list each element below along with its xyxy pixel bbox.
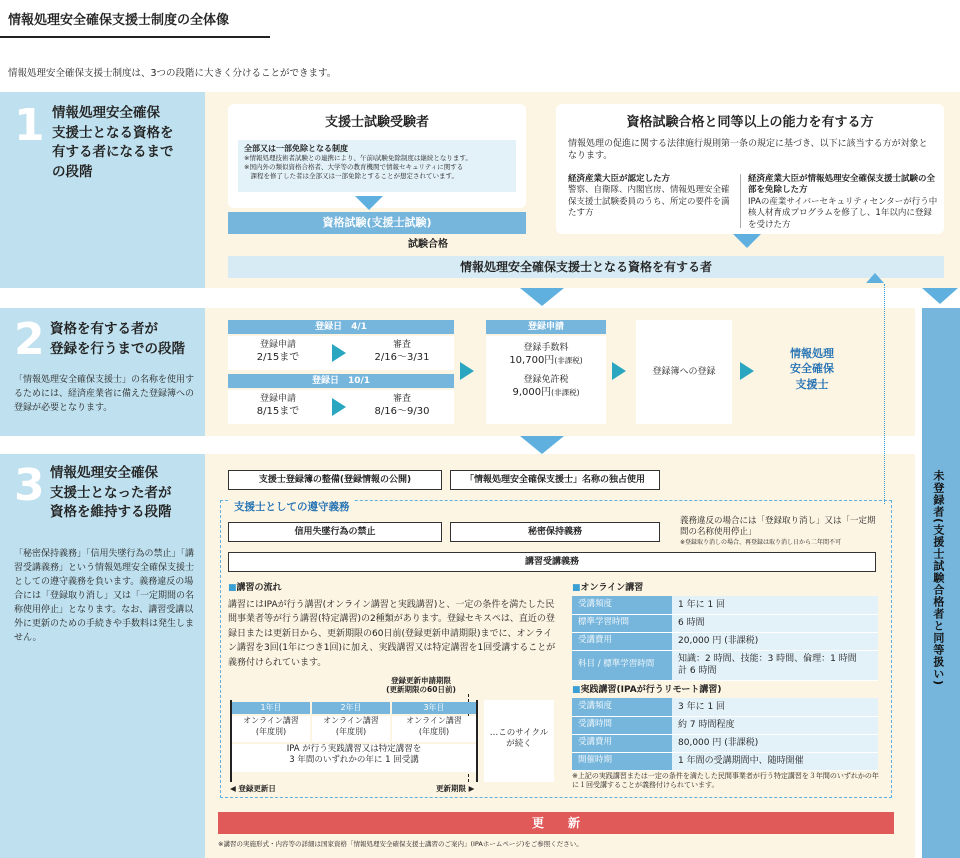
- exclusive-name-box: 「情報処理安全確保支援士」名称の独占使用: [450, 470, 660, 490]
- table-row: 科目 / 標準学習時間 知識：2 時間、技能：3 時間、倫理：1 時間 計 6 時間: [572, 650, 878, 680]
- year-1: 1年目: [232, 702, 310, 714]
- reg2-apply: 登録申請 8/15まで: [256, 394, 300, 418]
- fee-body: [486, 336, 606, 424]
- equivalent-card: [556, 104, 944, 234]
- reg1-review: 審査 2/16〜3/31: [374, 340, 430, 364]
- table-row: 受講頻度 3 年に 1 回: [572, 698, 878, 716]
- exempt-title: 全部又は一部免除となる制度: [244, 143, 348, 153]
- cycle-continue: …このサイクル が続く: [484, 700, 554, 782]
- reg1-body: [228, 336, 454, 370]
- tax-label: 登録免許税: [523, 374, 569, 385]
- practice-cycle: IPA が行う実践講習又は特定講習を 3 年間のいずれかの年に 1 回受講: [232, 744, 476, 772]
- fee-head: 登録申請: [486, 320, 606, 334]
- registered-specialist: 情報処理 安全確保 支援士: [790, 347, 834, 391]
- table-row: 受講費用 80,000 円 (非課税): [572, 734, 878, 752]
- practice-table: [572, 698, 878, 771]
- registry-box: 登録簿への登録: [636, 320, 732, 424]
- equivalent-right: [748, 174, 938, 231]
- arrow-right-icon: [332, 398, 346, 416]
- fee-label: 登録手数料: [523, 343, 569, 353]
- divider: [740, 174, 741, 228]
- online-y3: オンライン講習 (年度別): [392, 716, 476, 742]
- arrow-down-icon: [355, 196, 383, 210]
- exempt-note: ※情報処理技術者試験との連携により、午前Ⅰ試験免除制度は継続となります。: [244, 154, 472, 163]
- title-underline: [0, 36, 270, 38]
- registry-public-box: 支援士登録簿の整備(登録情報の公開): [228, 470, 442, 490]
- duty-training: 講習受講義務: [228, 552, 876, 572]
- end-label: 更新期限 ▶: [436, 784, 475, 793]
- table-row: 標準学習時間 6 時間: [572, 614, 878, 632]
- footer-note: ※講習の実施形式・内容等の詳細は国家資格「情報処理安全確保支援士講習のご案内」(IPAホームページ)をご参照ください。: [218, 840, 583, 848]
- table-row: 開催時期 1 年間の受講期間中、随時開催: [572, 752, 878, 770]
- left-body: 警察、自衛隊、内閣官房、情報処理安全確保支援士試験委員のうち、所定の要件を満たす方: [568, 185, 730, 219]
- left-title: 経済産業大臣が認定した方: [568, 174, 671, 184]
- intro-text: 情報処理安全確保支援士制度は、3つの段階に大きく分けることができます。: [8, 68, 337, 79]
- reg1-head: 登録日 4/1: [228, 320, 454, 334]
- table-row: 受講費用 20,000 円 (非課税): [572, 632, 878, 650]
- practice-table-title: ■ 実践講習(IPAが行うリモート講習): [572, 684, 721, 696]
- section2-desc: 「情報処理安全確保支援士」の名称を使用するためには、経済産業省に備えた登録簿への登録が必要となります。: [14, 375, 195, 413]
- equivalent-desc: 情報処理の促進に関する法律施行規則第一条の規定に基づき、以下に該当する方が対象となります。: [568, 138, 928, 161]
- arrow-right-icon: [332, 344, 346, 362]
- reg2-head: 登録日 10/1: [228, 374, 454, 388]
- online-table-title: ■ オンライン講習: [572, 582, 643, 594]
- online-y2: オンライン講習 (年度別): [312, 716, 390, 742]
- equivalent-left: [568, 174, 736, 220]
- table-note: ※上記の実践講習または一定の条件を満たした民間事業者が行う特定講習を３年間のいずれかの年に１回受講することが義務付けられています。: [572, 772, 879, 790]
- arrow-down-icon: [520, 288, 564, 306]
- equivalent-title: 資格試験合格と同等以上の能力を有する方: [626, 115, 874, 130]
- arrow-down-icon: [520, 436, 564, 454]
- unregistered-label: 未登録者(支援士試験合格者と同等扱い): [931, 470, 945, 687]
- exempt-note: 課程を修了した者は全部又は一部免除とすることが想定されています。: [244, 171, 458, 180]
- arrow-right-icon: [612, 362, 626, 380]
- exempt-note: ※国内外の類似資格合格者、大学等の教育機関で情報セキュリティに関する: [244, 163, 464, 172]
- renew-bar: 更 新: [218, 812, 894, 834]
- section1-title: 情報処理安全確保 支援士となる資格を 有する者になるまで の段階: [52, 105, 174, 180]
- arrow-right-icon: [460, 362, 474, 380]
- section2-title: 資格を有する者が 登録を行うまでの段階: [50, 321, 185, 357]
- section1-number: 1: [14, 100, 45, 151]
- right-body: IPAの産業サイバーセキュリティセンターが行う中核人材育成プログラムを修了し、1年以内に登録を受けた方: [748, 196, 938, 230]
- section3-number: 3: [14, 460, 45, 511]
- fee-value: 10,700円(非課税): [509, 355, 583, 367]
- flow-title: ■ 講習の流れ: [228, 582, 282, 594]
- start-label: ◀ 登録更新日: [230, 784, 276, 793]
- table-row: 受講頻度 1 年に 1 回: [572, 596, 878, 614]
- section2-number: 2: [14, 314, 45, 365]
- return-line: [884, 284, 885, 504]
- exempt-box: [238, 140, 516, 192]
- section3-desc: 「秘密保持義務」「信用失墜行為の禁止」「講習受講義務」という情報処理安全確保支援士としての遵守義務を負います。義務違反の場合には「登録取り消し」又は「一定期間の名称使用停止」となります。なお、講習受講以外に更新のための手続きや手数料は発生しません。: [14, 549, 195, 643]
- arrow-down-icon: [733, 234, 761, 248]
- deadline-label: 登録更新申請期限 (更新期限の60日前): [386, 676, 456, 694]
- tax-value: 9,000円(非課税): [512, 386, 580, 398]
- flow-desc: 講習にはIPAが行う講習(オンライン講習と実践講習)と、一定の条件を満たした民間事業者等が行う講習(特定講習)の2種類があります。登録セキスペは、直近の登録日または更新日から、更新期限の60日前(登録更新申請期限)までに、オンライン講習を3回(1年につき1回)に加え、実践講習又は特定講習を1回受講することが義務付けられています。: [228, 600, 556, 668]
- examinee-card: [228, 104, 526, 208]
- qualified-bar: 情報処理安全確保支援士となる資格を有する者: [228, 256, 944, 278]
- year-3: 3年目: [392, 702, 476, 714]
- exam-bar: 資格試験(支援士試験): [228, 212, 526, 234]
- arrow-down-icon: [922, 288, 958, 304]
- online-table: [572, 596, 878, 681]
- duty-credibility: 信用失墜行為の禁止: [228, 522, 442, 542]
- duty-confidentiality: 秘密保持義務: [450, 522, 660, 542]
- examinee-title: 支援士試験受験者: [324, 115, 429, 130]
- reg2-body: [228, 390, 454, 424]
- pass-label: 試験合格: [408, 239, 448, 250]
- arrow-up-icon: [866, 273, 884, 283]
- year-2: 2年目: [312, 702, 390, 714]
- table-row: 受講時間 約 7 時間程度: [572, 716, 878, 734]
- arrow-right-icon: [740, 362, 754, 380]
- online-y1: オンライン講習 (年度別): [232, 716, 310, 742]
- reg2-review: 審査 8/16〜9/30: [374, 394, 430, 418]
- duties-title: 支援士としての遵守義務: [230, 500, 354, 514]
- page-title: 情報処理安全確保支援士制度の全体像: [8, 13, 230, 28]
- reg1-apply: 登録申請 2/15まで: [256, 340, 300, 364]
- right-title: 経済産業大臣が情報処理安全確保支援士試験の全部を免除した方: [748, 174, 936, 196]
- section3-title: 情報処理安全確保 支援士となった者が 資格を維持する段階: [50, 465, 172, 521]
- violation-text: 義務違反の場合には「登録取り消し」又は「一定期間の名称使用停止」 ※登録取り消しの場合、再登録は取り消し日から二年間不可: [680, 516, 876, 546]
